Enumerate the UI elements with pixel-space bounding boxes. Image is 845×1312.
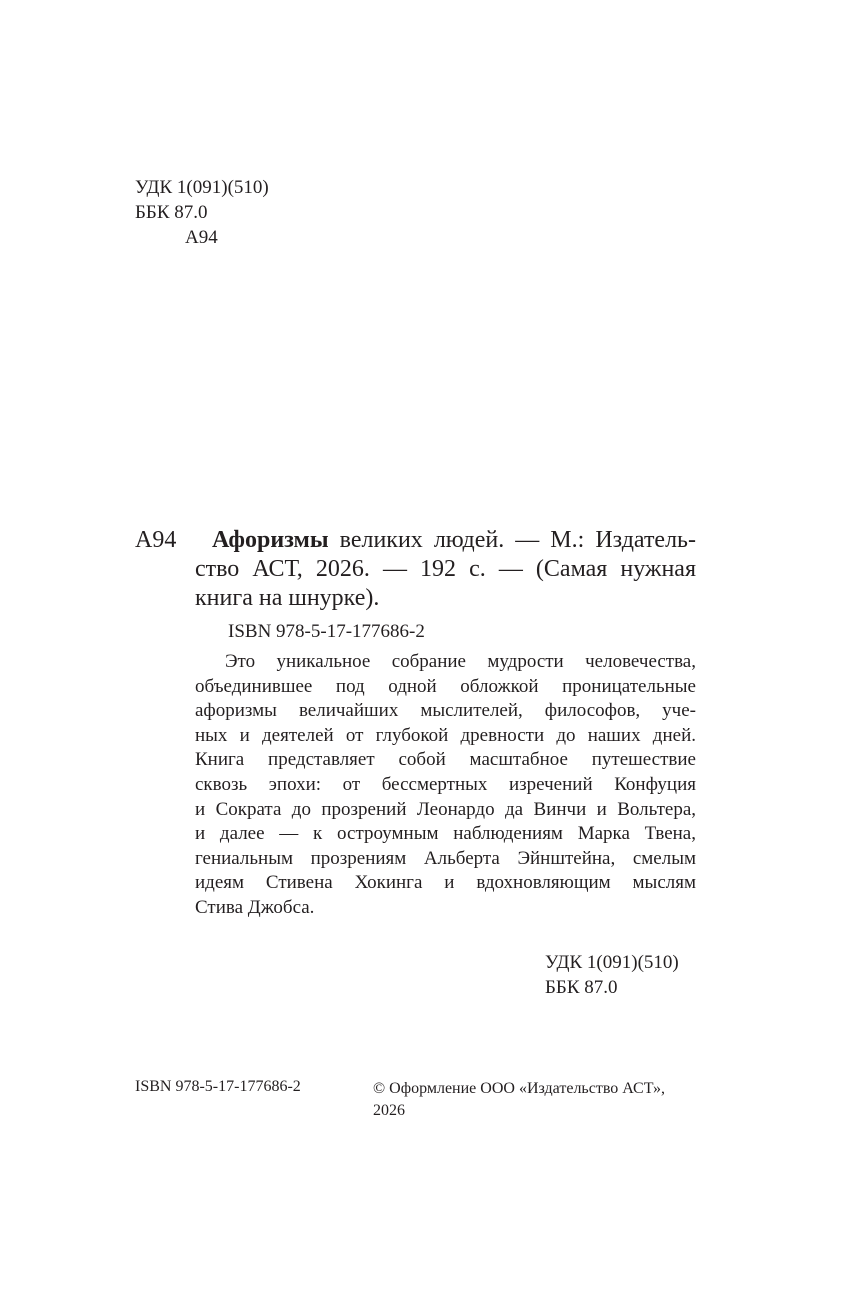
annotation-line: идеям Стивена Хокинга и вдохновляющим мыслям (195, 872, 696, 894)
copyright-notice (373, 1078, 665, 1122)
udk-code: УДК 1(091)(510) (135, 177, 269, 198)
footer-isbn: ISBN 978-5-17-177686-2 (135, 1078, 301, 1095)
annotation-line: Книга представляет собой масштабное путешествие (195, 749, 696, 771)
author-sign: А94 (185, 227, 218, 248)
annotation (195, 650, 696, 921)
annotation-line: сквозь эпохи: от бессмертных изречений Конфуция (195, 773, 696, 795)
annotation-line: афоризмы величайших мыслителей, философов, уче- (195, 700, 696, 722)
annotation-line: объединившее под одной обложкой проницательные (195, 675, 696, 697)
classification-codes-bottom (545, 950, 679, 1000)
annotation-line: Это уникальное собрание мудрости человечества, (225, 651, 696, 672)
entry-line-3: книга на шнурке). (195, 585, 380, 611)
annotation-line: и Сократа до прозрений Леонардо да Винчи и Вольтера, (195, 798, 696, 820)
entry-author-sign: А94 (135, 527, 177, 553)
bibliographic-entry (135, 526, 696, 613)
annotation-line: ных и деятелей от глубокой древности до наших дней. (195, 724, 696, 746)
classification-codes-top (135, 175, 269, 250)
bbk-code: ББК 87.0 (135, 202, 208, 223)
annotation-line: Стива Джобса. (195, 896, 315, 918)
copyright-line: © Оформление ООО «Издательство АСТ», (373, 1080, 666, 1097)
copyright-year: 2026 (373, 1102, 405, 1119)
annotation-line: и далее — к остроумным наблюдениям Марка Твена, (195, 823, 696, 845)
entry-isbn: ISBN 978-5-17-177686-2 (228, 621, 425, 642)
book-title: Афоризмы (212, 527, 329, 553)
entry-continuation (195, 555, 696, 613)
annotation-line: гениальным прозрениям Альберта Эйнштейна, смелым (195, 847, 696, 869)
entry-line-2: ство АСТ, 2026. — 192 с. — (Самая нужная (195, 556, 696, 582)
udk-code: УДК 1(091)(510) (545, 952, 679, 973)
entry-description (195, 526, 696, 555)
bbk-code: ББК 87.0 (545, 977, 618, 998)
entry-line-1: Афоризмы великих людей. — М.: Издатель- (212, 527, 696, 553)
